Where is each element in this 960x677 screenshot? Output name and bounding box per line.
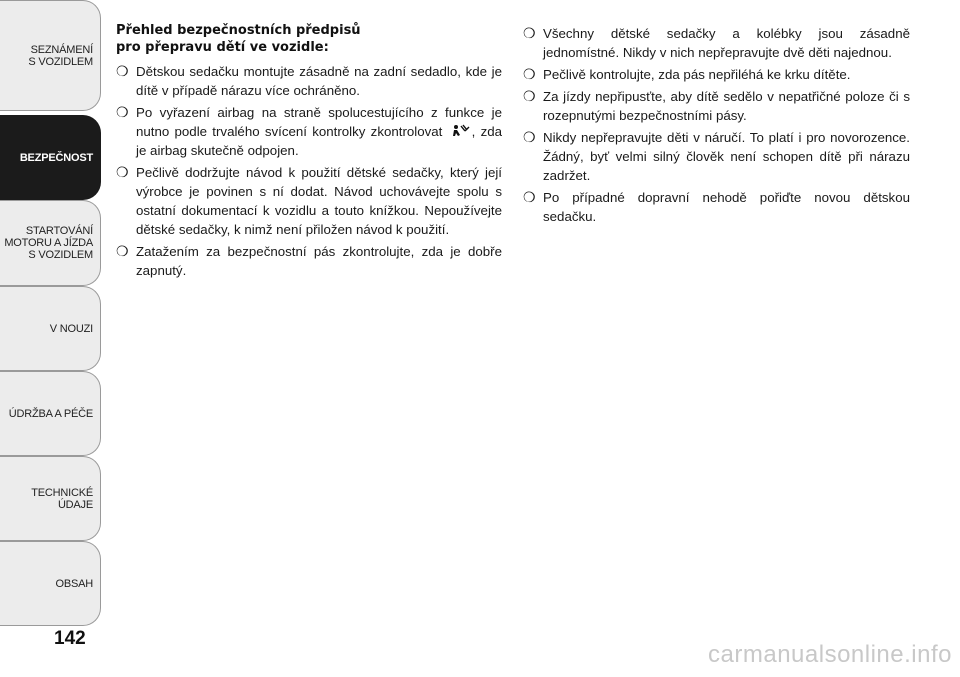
list-item xyxy=(523,87,910,125)
right-column xyxy=(523,24,910,229)
heading-line-2: pro přepravu dětí ve vozidle: xyxy=(116,40,329,55)
tab-label: STARTOVÁNÍ MOTORU A JÍZDA S VOZIDLEM xyxy=(4,225,93,261)
list-item xyxy=(523,65,910,84)
bullet-icon: ❍ xyxy=(523,189,536,205)
heading-line-1: Přehled bezpečnostních předpisů xyxy=(116,23,361,38)
item-text: Po případné dopravní nehodě pořiďte novou dětskou sedačku. xyxy=(543,190,910,224)
watermark: carmanualsonline.info xyxy=(708,641,952,668)
tab-obsah[interactable] xyxy=(0,541,101,626)
tab-bezpecnost[interactable] xyxy=(0,115,101,200)
tab-technicke-udaje[interactable] xyxy=(0,456,101,541)
list-item xyxy=(523,188,910,226)
bullet-icon: ❍ xyxy=(523,25,536,41)
item-text: Pečlivě kontrolujte, zda pás nepřiléhá ke krku dítěte. xyxy=(543,67,851,82)
bullet-icon: ❍ xyxy=(116,164,129,180)
bullet-icon: ❍ xyxy=(523,66,536,82)
item-text: Všechny dětské sedačky a kolébky jsou zásadně jednomístné. Nikdy v nich nepřepravujte dvě děti najednou. xyxy=(543,26,910,60)
list-item xyxy=(116,62,502,100)
item-text: Zatažením za bezpečnostní pás zkontrolujte, zda je dobře zapnutý. xyxy=(136,244,502,278)
bullet-icon: ❍ xyxy=(116,63,129,79)
bullet-icon: ❍ xyxy=(523,129,536,145)
list-item xyxy=(523,24,910,62)
tab-seznameni-s-vozidlem[interactable] xyxy=(0,0,101,111)
left-column xyxy=(116,22,502,283)
item-text: Dětskou sedačku montujte zásadně na zadní sedadlo, kde je dítě v případě nárazu více ochráněno. xyxy=(136,64,502,98)
item-text: Pečlivě dodržujte návod k použití dětské sedačky, který její výrobce je povinen s ní dodat. Návod uchovávejte spolu s ostatní dokumentací k vozidlu a touto knížkou. Nepoužívejte dětské sedačky, k nimž není přiložen návod k použití. xyxy=(136,165,502,237)
airbag-off-warning-icon xyxy=(451,124,471,138)
item-text: Za jízdy nepřipusťte, aby dítě sedělo v nepatřičné poloze či s rozepnutými bezpečnostními pásy. xyxy=(543,89,910,123)
tab-label: BEZPEČNOST xyxy=(19,151,93,164)
tab-label: OBSAH xyxy=(55,577,93,590)
tab-label: V NOUZI xyxy=(49,322,93,335)
item-text-tail: , zda je airbag skutečně odpojen. xyxy=(136,124,503,158)
list-item xyxy=(116,242,502,280)
section-heading xyxy=(116,22,502,56)
tab-v-nouzi[interactable] xyxy=(0,286,101,371)
item-text: Po vyřazení airbag na straně spolucestujícího z funkce je nutno podle trvalého svícení kontrolky zkontrolovat xyxy=(136,105,502,139)
tab-udrzba-a-pece[interactable] xyxy=(0,371,101,456)
bullet-icon: ❍ xyxy=(116,104,129,120)
tab-label: TECHNICKÉ ÚDAJE xyxy=(31,486,93,511)
chapter-sidebar xyxy=(0,0,104,677)
bullet-icon: ❍ xyxy=(116,243,129,259)
tab-label: ÚDRŽBA A PÉČE xyxy=(8,407,93,420)
tab-startovani-motoru[interactable] xyxy=(0,200,101,286)
list-item xyxy=(523,128,910,185)
list-item xyxy=(116,163,502,239)
item-text: Nikdy nepřepravujte děti v náručí. To platí i pro novorozence. Žádný, byť velmi silný člověk není schopen dítě při nárazu zadržet. xyxy=(543,130,910,183)
page-number: 142 xyxy=(54,628,86,649)
tab-label: SEZNÁMENÍ S VOZIDLEM xyxy=(28,43,93,68)
list-item xyxy=(116,103,502,160)
bullet-icon: ❍ xyxy=(523,88,536,104)
